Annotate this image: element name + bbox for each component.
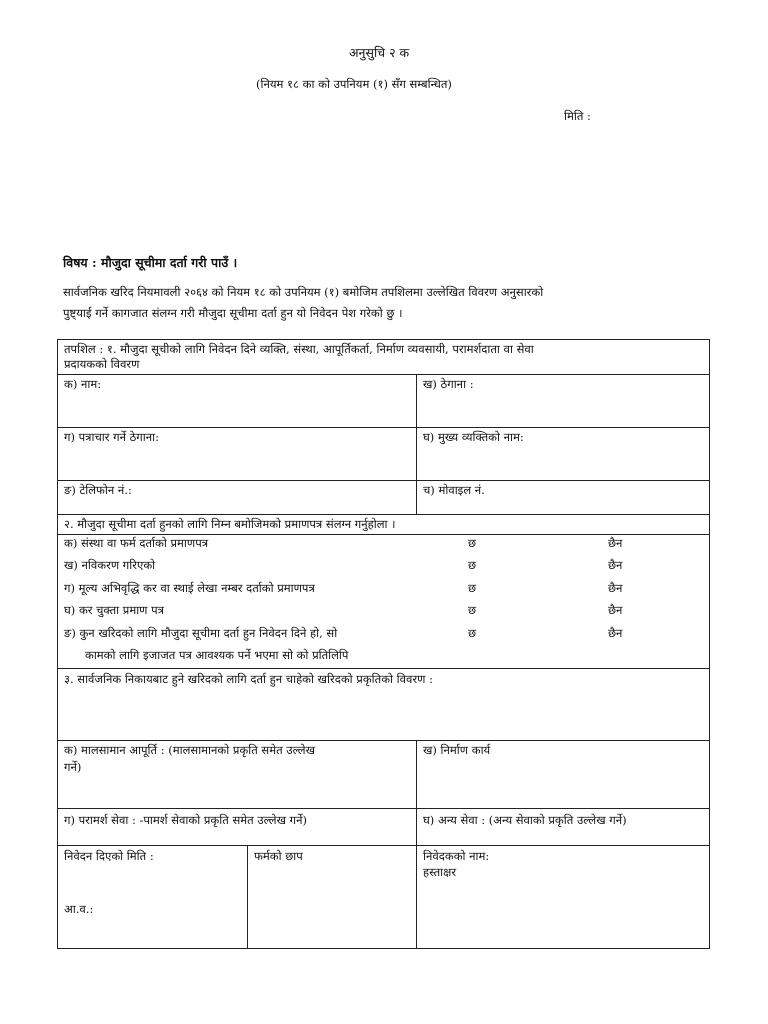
- consulting-service-label: ग) परामर्श सेवा : -पामर्श सेवाको प्रकृति समेत उल्लेख गर्ने): [64, 813, 307, 827]
- certificate-item: ख) नविकरण गरिएको: [64, 558, 156, 572]
- signature-label: हस्ताक्षर: [423, 865, 457, 879]
- telephone-label: ङ) टेलिफोन नं.:: [64, 483, 132, 497]
- correspondence-address-label: ग) पत्राचार गर्ने ठेगाना:: [64, 430, 159, 444]
- certificate-item: ङ) कुन खरिदको लागि मौजुदा सूचीमा दर्ता हुन निवेदन दिने हो, सो: [64, 626, 338, 640]
- other-service-label: घ) अन्य सेवा : (अन्य सेवाको प्रकृति उल्लेख गर्ने): [423, 813, 627, 827]
- subject-line: विषय : मौजुदा सूचीमा दर्ता गरी पाउँ ।: [63, 255, 238, 270]
- section1-heading-line-1: तपशिल : १. मौजुदा सूचीको लागि निवेदन दिने व्यक्ति, संस्था, आपूर्तिकर्ता, निर्माण व्यवसायी, परामर्शदाता वा सेवा: [64, 342, 534, 356]
- rule-reference: (नियम १८ का को उपनियम (१) सँग सम्बन्धित): [256, 77, 452, 91]
- fiscal-year-label: आ.व.:: [64, 902, 94, 916]
- intro-line-2: पुष्ट्याई गर्ने कागजात संलग्न गरी मौजुदा सूचीमा दर्ता हुन यो निवेदन पेश गरेको छु ।: [63, 306, 403, 320]
- certificate-yes-option[interactable]: छ: [468, 603, 477, 617]
- construction-work-label: ख) निर्माण कार्य: [423, 743, 491, 757]
- certificate-no-option[interactable]: छैन: [608, 536, 623, 550]
- certificate-yes-option[interactable]: छ: [468, 581, 477, 595]
- section1-heading-line-2: प्रदायकको विवरण: [64, 357, 140, 371]
- certificate-yes-option[interactable]: छ: [468, 626, 477, 640]
- address-field-label: ख) ठेगाना :: [423, 377, 474, 391]
- certificate-item: ग) मूल्य अभिवृद्धि कर वा स्थाई लेखा नम्बर दर्ताको प्रमाणपत्र: [64, 581, 315, 595]
- certificate-no-option[interactable]: छैन: [608, 581, 623, 595]
- section2-heading: २. मौजुदा सूचीमा दर्ता हुनको लागि निम्न बमोजिमको प्रमाणपत्र संलग्न गर्नुहोला ।: [64, 517, 396, 531]
- certificate-no-option[interactable]: छैन: [608, 626, 623, 640]
- firm-stamp-label: फर्मको छाप: [254, 849, 303, 863]
- certificate-no-option[interactable]: छैन: [608, 558, 623, 572]
- date-label: मिति :: [564, 109, 591, 123]
- goods-supply-label-line-2: गर्ने): [64, 760, 82, 774]
- certificate-yes-option[interactable]: छ: [468, 536, 477, 550]
- applicant-name-label: निवेदकको नाम:: [423, 849, 490, 863]
- goods-supply-label-line-1: क) मालसामान आपूर्ति : (मालसामानको प्रकृति समेत उल्लेख: [64, 743, 315, 757]
- application-date-label: निवेदन दिएको मिति :: [64, 849, 154, 863]
- name-field-label: क) नाम:: [64, 377, 102, 391]
- key-person-label: घ) मुख्य व्यक्तिको नाम:: [423, 430, 524, 444]
- certificate-item: घ) कर चुक्ता प्रमाण पत्र: [64, 603, 165, 617]
- mobile-label: च) मोवाइल नं.: [423, 483, 485, 497]
- certificate-yes-option[interactable]: छ: [468, 558, 477, 572]
- certificate-no-option[interactable]: छैन: [608, 603, 623, 617]
- certificate-item-continuation: कामको लागि इजाजत पत्र आवश्यक पर्ने भएमा सो को प्रतिलिपि: [85, 648, 349, 662]
- intro-line-1: सार्वजनिक खरिद नियमावली २०६४ को नियम १८ को उपनियम (१) बमोजिम तपशिलमा उल्लेखित विवरण अनुसारको: [63, 285, 544, 299]
- section3-heading: ३. सार्वजनिक निकायबाट हुने खरिदको लागि दर्ता हुन चाहेको खरिदको प्रकृतिको विवरण :: [64, 672, 433, 686]
- certificate-item: क) संस्था वा फर्म दर्ताको प्रमाणपत्र: [64, 536, 209, 550]
- application-form-table: [57, 339, 710, 949]
- annex-title: अनुसुचि २ क: [349, 45, 410, 60]
